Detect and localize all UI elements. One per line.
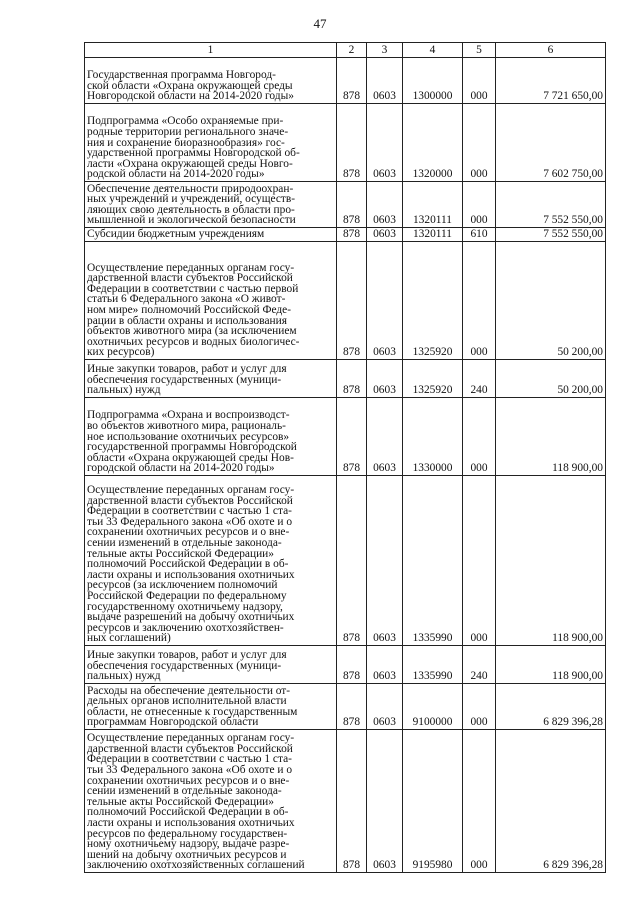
- row-section-cell: 0603: [367, 104, 403, 182]
- row-type-cell: 000: [463, 684, 496, 730]
- row-name-cell: Подпрограмма «Особо охраняемые при- родные территории регионального значе- ния и сохранение биоразнообразия» гос- ударственной программы Новгородской об- ласти «Охрана окружающей среды Новго- родской области на 2014-2020 годы»: [85, 104, 337, 182]
- row-name-cell: Подпрограмма «Охрана и воспроизводст- во объектов животного мира, рациональ- ное использование охотничьих ресурсов» государственной программы Новгородской области «Охрана окружающей среды Нов- городской области на 2014-2020 годы»: [85, 398, 337, 476]
- row-type-cell: 000: [463, 242, 496, 360]
- table-row: [85, 398, 606, 476]
- table-row: [85, 360, 606, 398]
- column-header: 4: [403, 43, 463, 58]
- column-header: 1: [85, 43, 337, 58]
- row-amount-cell: 7 721 650,00: [496, 58, 606, 104]
- row-type-cell: 000: [463, 476, 496, 646]
- row-target-cell: 1325920: [403, 242, 463, 360]
- row-amount-cell: 50 200,00: [496, 360, 606, 398]
- row-type-cell: 000: [463, 104, 496, 182]
- row-type-cell: 000: [463, 58, 496, 104]
- table-row: [85, 476, 606, 646]
- row-name-cell: Осуществление переданных органам госу- дарственной власти субъектов Российской Федерации в соответствии с частью первой статьи 6 Федерального закона «О живот- ном мире» полномочий Российской Феде- рации в области охраны и использования объектов животного мира (за исключением охотничьих ресурсов и водных биологичес- ких ресурсов): [85, 242, 337, 360]
- row-amount-cell: 50 200,00: [496, 242, 606, 360]
- row-name-cell: Обеспечение деятельности природоохран- ных учреждений и учреждений, осуществ- ляющих свою деятельность в области про- мышленной и экологической безопасности: [85, 182, 337, 228]
- row-code-cell: 878: [337, 476, 367, 646]
- row-section-cell: 0603: [367, 182, 403, 228]
- row-amount-cell: 118 900,00: [496, 646, 606, 684]
- row-code-cell: 878: [337, 182, 367, 228]
- row-amount-cell: 6 829 396,28: [496, 730, 606, 873]
- row-amount-cell: 7 602 750,00: [496, 104, 606, 182]
- column-header: 3: [367, 43, 403, 58]
- row-target-cell: 9100000: [403, 684, 463, 730]
- row-amount-cell: 118 900,00: [496, 398, 606, 476]
- row-amount-cell: 7 552 550,00: [496, 228, 606, 242]
- row-section-cell: 0603: [367, 398, 403, 476]
- row-name-cell: Государственная программа Новгород- ской области «Охрана окружающей среды Новгородской области на 2014-2020 годы»: [85, 58, 337, 104]
- row-type-cell: 610: [463, 228, 496, 242]
- row-code-cell: 878: [337, 730, 367, 873]
- column-header: 2: [337, 43, 367, 58]
- row-code-cell: 878: [337, 242, 367, 360]
- row-target-cell: 1330000: [403, 398, 463, 476]
- table-row: [85, 58, 606, 104]
- column-header: 6: [496, 43, 606, 58]
- row-name-cell: Осуществление переданных органам госу- дарственной власти субъектов Российской Федерации в соответствии с частью 1 ста- тьи 33 Федерального закона «Об охоте и о сохранении охотничьих ресурсов и о вне- сении изменений в отдельные законода- тельные акты Российской Федерации» полномочий Российской Федерации в об- ласти охраны и использования охотничьих ресурсов по федеральному государствен- ному охотничьему надзору, выдаче разре- шений на добычу охотничьих ресурсов и заключению охотхозяйственных соглашений: [85, 730, 337, 873]
- table-row: [85, 684, 606, 730]
- row-code-cell: 878: [337, 104, 367, 182]
- row-section-cell: 0603: [367, 476, 403, 646]
- row-section-cell: 0603: [367, 684, 403, 730]
- row-target-cell: 1320000: [403, 104, 463, 182]
- row-code-cell: 878: [337, 684, 367, 730]
- row-target-cell: 1335990: [403, 476, 463, 646]
- row-target-cell: 9195980: [403, 730, 463, 873]
- table-row: [85, 730, 606, 873]
- row-name-cell: Иные закупки товаров, работ и услуг для обеспечения государственных (муници- пальных) нужд: [85, 646, 337, 684]
- row-code-cell: 878: [337, 58, 367, 104]
- row-amount-cell: 6 829 396,28: [496, 684, 606, 730]
- row-type-cell: 240: [463, 360, 496, 398]
- row-section-cell: 0603: [367, 58, 403, 104]
- row-section-cell: 0603: [367, 730, 403, 873]
- table-row: [85, 242, 606, 360]
- row-code-cell: 878: [337, 228, 367, 242]
- row-target-cell: 1320111: [403, 228, 463, 242]
- row-type-cell: 000: [463, 182, 496, 228]
- table-row: [85, 104, 606, 182]
- row-code-cell: 878: [337, 360, 367, 398]
- row-target-cell: 1300000: [403, 58, 463, 104]
- row-target-cell: 1325920: [403, 360, 463, 398]
- row-target-cell: 1320111: [403, 182, 463, 228]
- row-amount-cell: 7 552 550,00: [496, 182, 606, 228]
- row-name-cell: Субсидии бюджетным учреждениям: [85, 228, 337, 242]
- row-amount-cell: 118 900,00: [496, 476, 606, 646]
- row-type-cell: 000: [463, 398, 496, 476]
- table-header-row: [85, 43, 606, 58]
- column-header: 5: [463, 43, 496, 58]
- row-name-cell: Осуществление переданных органам госу- дарственной власти субъектов Российской Федерации в соответствии с частью 1 ста- тьи 33 Федерального закона «Об охоте и о сохранении охотничьих ресурсов и о вне- сении изменений в отдельные законода- тельные акты Российской Федерации» полномочий Российской Федерации в об- ласти охраны и использования охотничьих ресурсов (за исключением полномочий Российской Федерации по федеральному государственному охотничьему надзору, выдаче разрешений на добычу охотничьих ресурсов и заключению охотхозяйствен- ных соглашений): [85, 476, 337, 646]
- table-row: [85, 646, 606, 684]
- row-code-cell: 878: [337, 646, 367, 684]
- row-name-cell: Расходы на обеспечение деятельности от- дельных органов исполнительной власти области, не отнесенные к государственным программам Новгородской области: [85, 684, 337, 730]
- row-name-cell: Иные закупки товаров, работ и услуг для обеспечения государственных (муници- пальных) нужд: [85, 360, 337, 398]
- table-row: [85, 228, 606, 242]
- page-number: 47: [313, 16, 327, 31]
- row-section-cell: 0603: [367, 228, 403, 242]
- row-section-cell: 0603: [367, 646, 403, 684]
- row-target-cell: 1335990: [403, 646, 463, 684]
- table-row: [85, 182, 606, 228]
- row-section-cell: 0603: [367, 242, 403, 360]
- budget-table: [84, 42, 606, 873]
- row-section-cell: 0603: [367, 360, 403, 398]
- row-type-cell: 000: [463, 730, 496, 873]
- row-type-cell: 240: [463, 646, 496, 684]
- row-code-cell: 878: [337, 398, 367, 476]
